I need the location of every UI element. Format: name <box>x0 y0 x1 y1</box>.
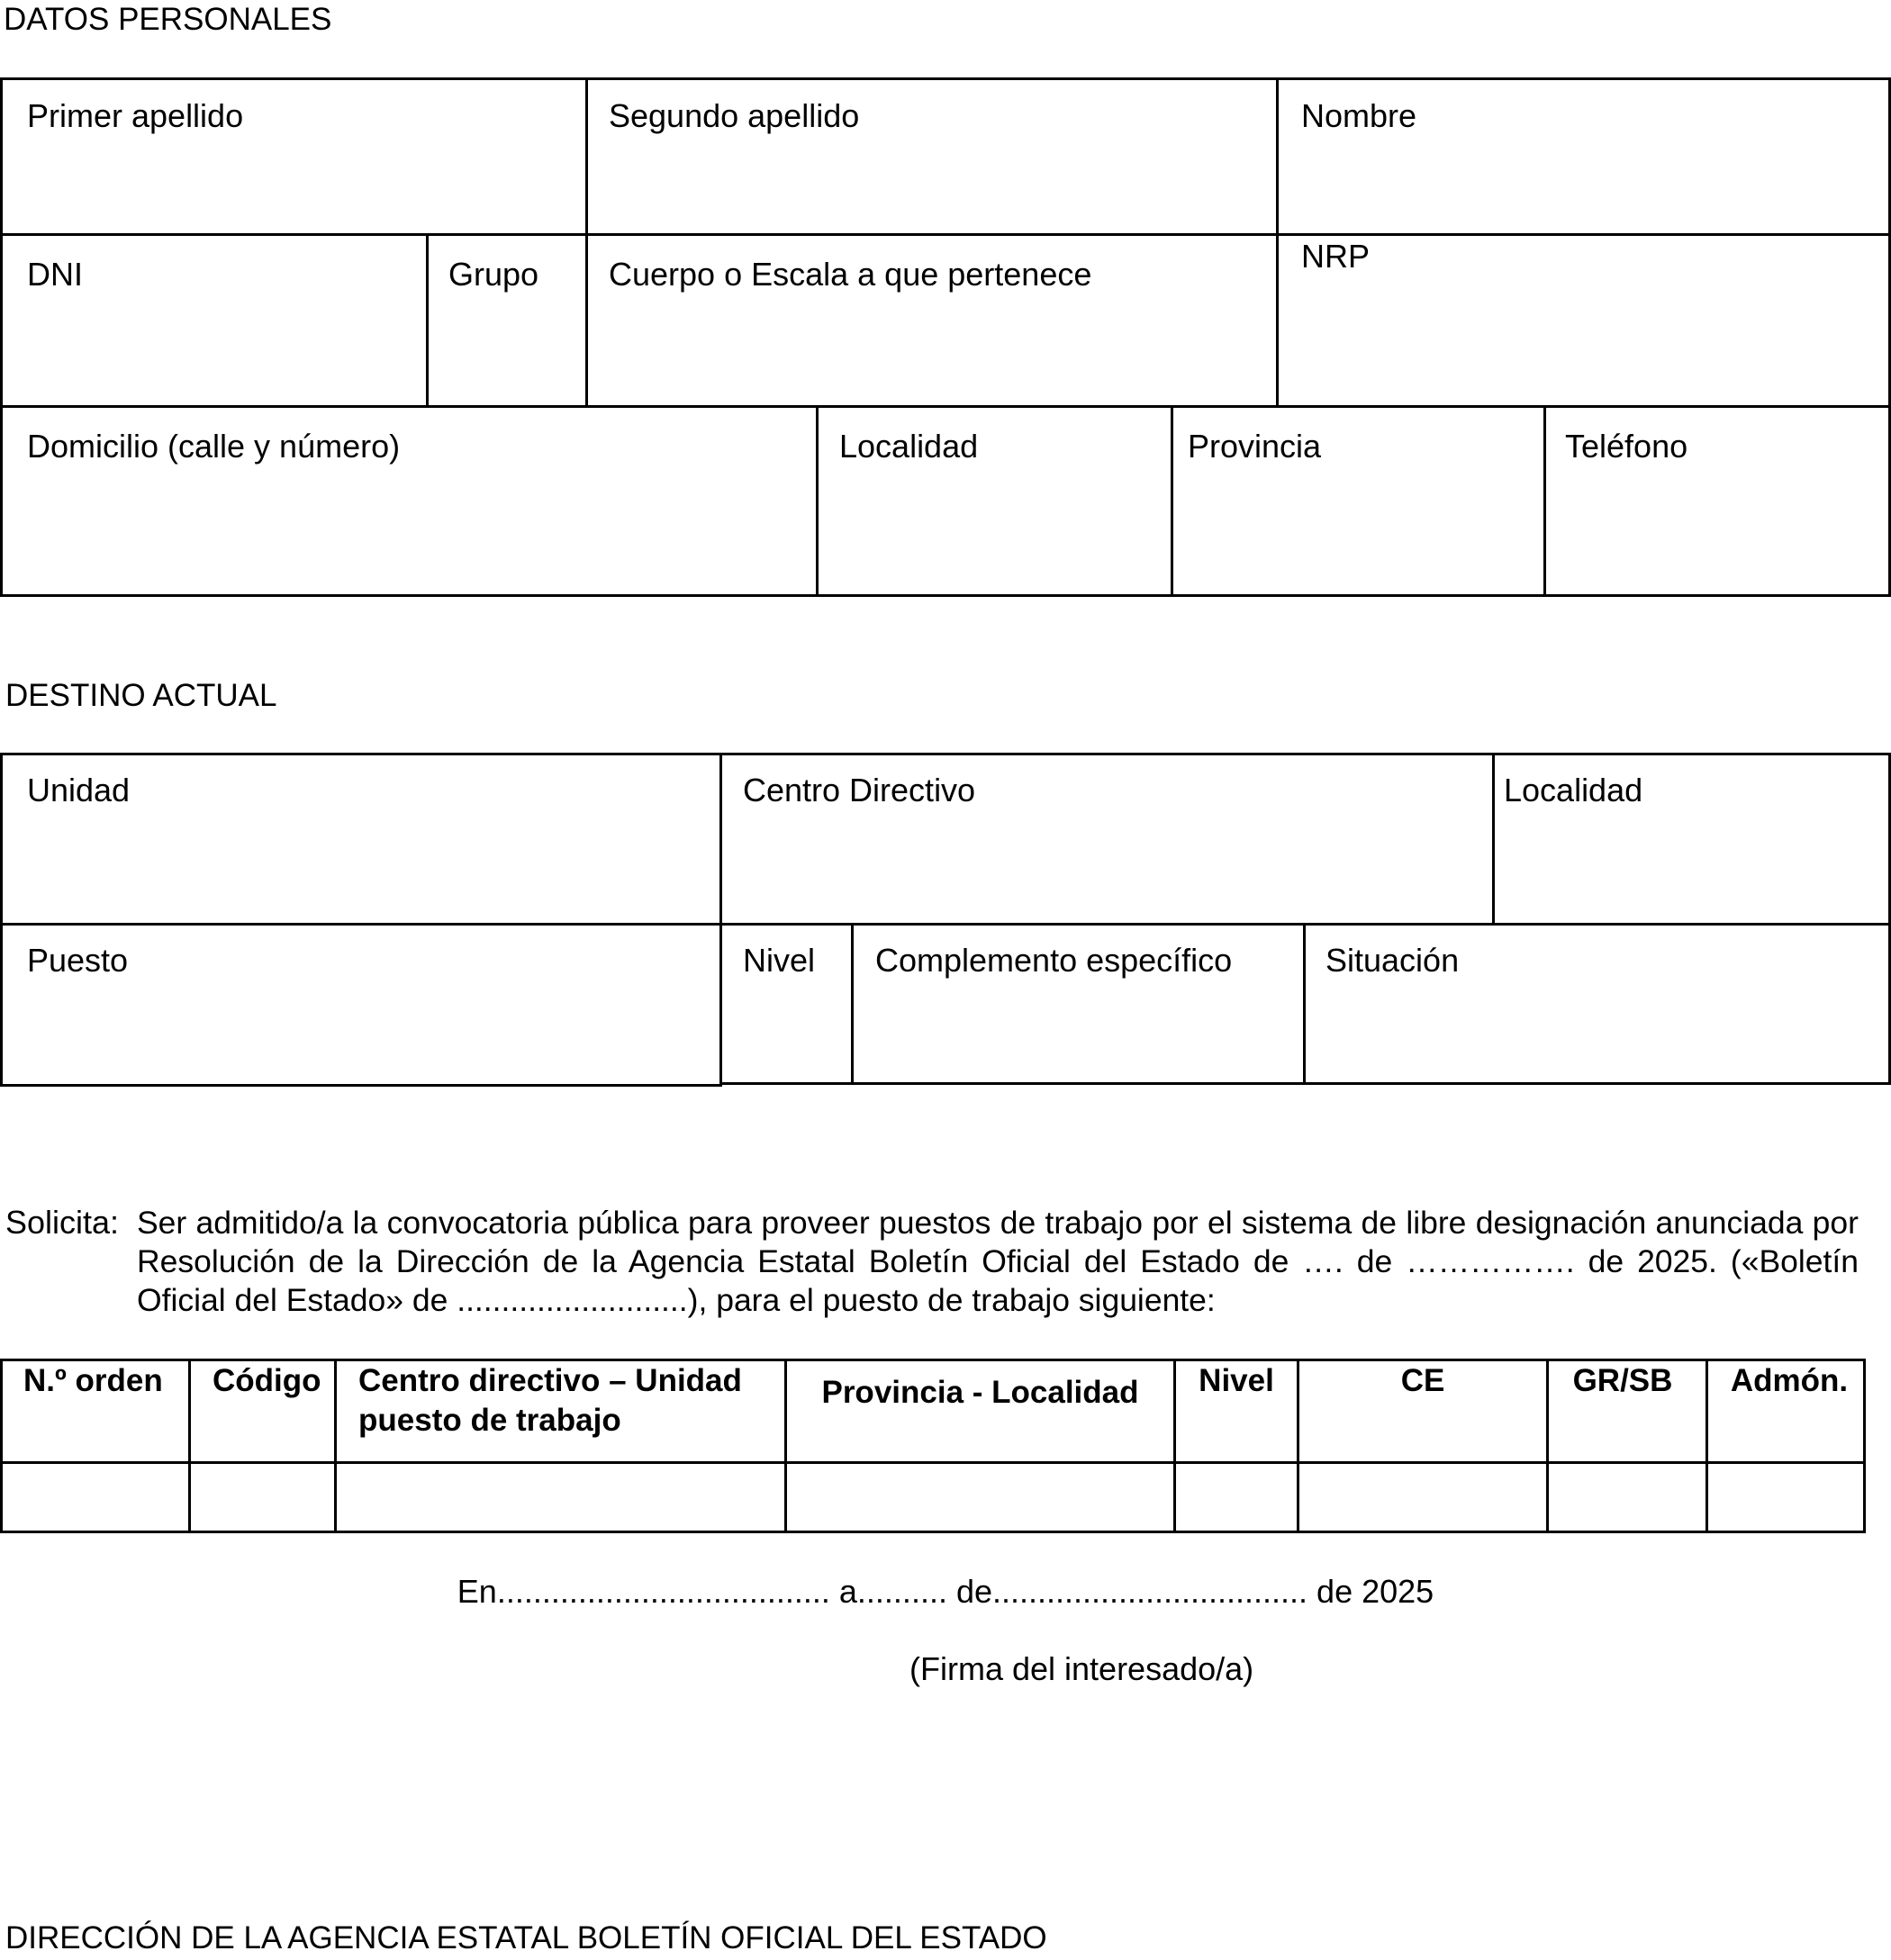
provincia-localidad-input-cell[interactable] <box>787 1464 1173 1531</box>
grsb-input-cell[interactable] <box>1549 1464 1706 1531</box>
solicita-label: Solicita: <box>5 1204 120 1241</box>
grupo-field[interactable] <box>429 236 585 405</box>
nivel-label: Nivel <box>743 942 816 979</box>
header-grsb: GR/SB <box>1572 1363 1673 1398</box>
puesto-label: Puesto <box>27 942 129 979</box>
nombre-field[interactable] <box>1279 77 1888 233</box>
centro-directivo-field[interactable] <box>722 755 1492 923</box>
provincia-label: Provincia <box>1188 428 1322 465</box>
telefono-field[interactable] <box>1546 408 1888 594</box>
dni-field[interactable] <box>0 236 426 405</box>
nombre-label: Nombre <box>1301 97 1417 134</box>
localidad-field[interactable] <box>819 408 1171 594</box>
section-heading-datos-personales: DATOS PERSONALES <box>4 2 332 37</box>
header-ce: CE <box>1400 1363 1445 1398</box>
cuerpo-escala-field[interactable] <box>588 236 1276 405</box>
destino-localidad-field[interactable] <box>1495 755 1888 923</box>
unidad-label: Unidad <box>27 772 131 808</box>
complemento-especifico-label: Complemento específico <box>875 942 1233 979</box>
header-provincia-localidad: Provincia - Localidad <box>821 1375 1139 1410</box>
codigo-input-cell[interactable] <box>191 1464 334 1531</box>
nivel-input-cell[interactable] <box>1176 1464 1297 1531</box>
addressee-footer: DIRECCIÓN DE LA AGENCIA ESTATAL BOLETÍN OFICIAL DEL ESTADO <box>5 1920 1047 1955</box>
situacion-label: Situación <box>1326 942 1460 979</box>
table-bottom-border <box>0 1084 722 1087</box>
segundo-apellido-field[interactable] <box>588 77 1276 233</box>
situacion-field[interactable] <box>1306 926 1888 1082</box>
header-nivel: Nivel <box>1199 1363 1274 1398</box>
signature-note: (Firma del interesado/a) <box>909 1650 1254 1687</box>
puesto-field[interactable] <box>3 926 719 1084</box>
destino-localidad-label: Localidad <box>1504 772 1643 808</box>
centro-directivo-label: Centro Directivo <box>743 772 976 808</box>
orden-input-cell[interactable] <box>3 1464 188 1531</box>
nrp-label: NRP <box>1301 238 1371 275</box>
nrp-field[interactable] <box>1279 236 1888 405</box>
grupo-label: Grupo <box>448 256 539 293</box>
signature-date-line: En..................................... a.......... de................................... de 2025 <box>457 1573 1434 1610</box>
domicilio-field[interactable] <box>0 408 816 594</box>
section-heading-destino-actual: DESTINO ACTUAL <box>5 678 277 713</box>
nivel-field[interactable] <box>722 926 851 1082</box>
header-codigo: Código <box>213 1363 321 1398</box>
header-orden: N.º orden <box>23 1363 163 1398</box>
header-admon: Admón. <box>1730 1363 1849 1398</box>
unidad-field[interactable] <box>3 755 719 923</box>
localidad-label: Localidad <box>839 428 979 465</box>
domicilio-label: Domicilio (calle y número) <box>27 428 401 465</box>
primer-apellido-field[interactable] <box>0 77 585 233</box>
complemento-especifico-field[interactable] <box>854 926 1303 1082</box>
admon-input-cell[interactable] <box>1708 1464 1863 1531</box>
ce-input-cell[interactable] <box>1299 1464 1546 1531</box>
provincia-field[interactable] <box>1173 408 1543 594</box>
header-centro-unidad: Centro directivo – Unidad puesto de trabajo <box>358 1363 742 1438</box>
solicita-text: Ser admitido/a la convocatoria pública para proveer puestos de trabajo por el sistema de libre designación anunciada por Resolución de la Dirección de la Agencia Estatal Boletín Oficial del Estado de …. de ……………. de 2025. («Boletín Oficial del Estado» de ..........................), para el puesto de trabajo siguiente: <box>137 1205 1859 1318</box>
cuerpo-escala-label: Cuerpo o Escala a que pertenece <box>609 256 1092 293</box>
primer-apellido-label: Primer apellido <box>27 97 244 134</box>
centro-unidad-input-cell[interactable] <box>337 1464 784 1531</box>
segundo-apellido-label: Segundo apellido <box>609 97 860 134</box>
telefono-label: Teléfono <box>1565 428 1688 465</box>
dni-label: DNI <box>27 256 83 293</box>
